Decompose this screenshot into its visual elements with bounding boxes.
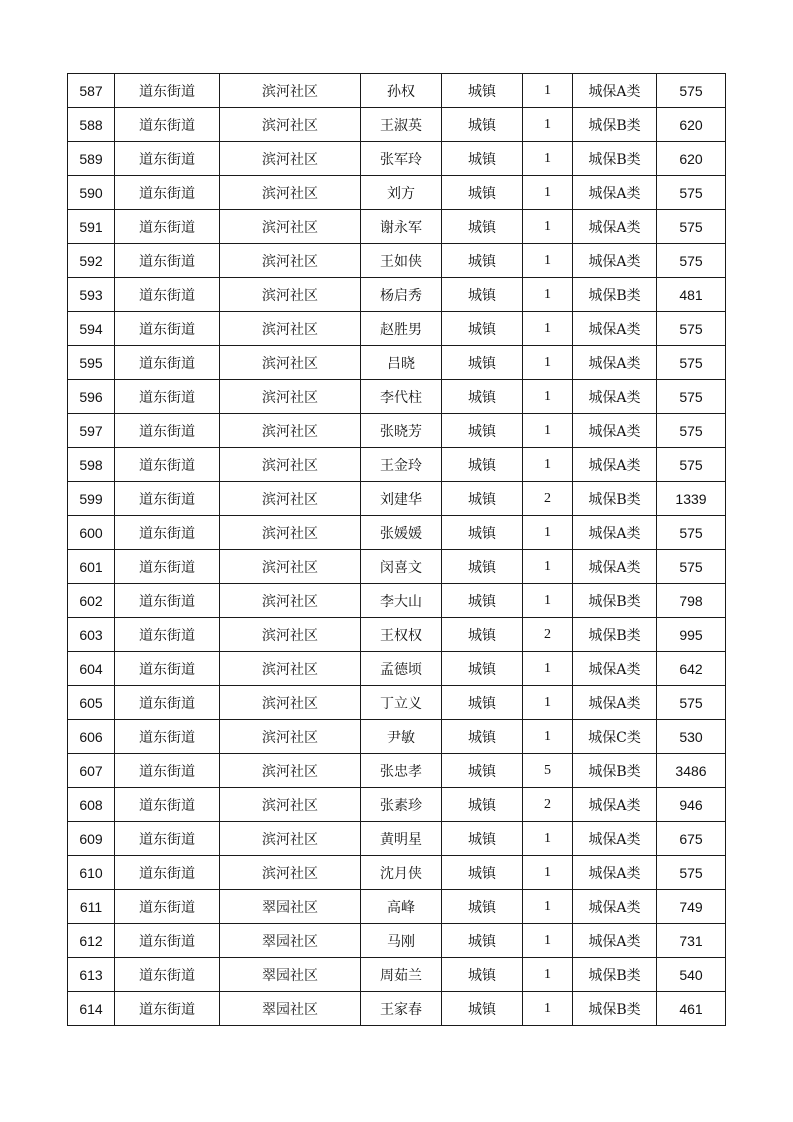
cell-area-type: 城镇 bbox=[442, 584, 523, 618]
cell-serial-number: 602 bbox=[68, 584, 115, 618]
cell-serial-number: 589 bbox=[68, 142, 115, 176]
cell-area-type: 城镇 bbox=[442, 924, 523, 958]
cell-amount: 575 bbox=[657, 414, 726, 448]
cell-street: 道东街道 bbox=[115, 856, 220, 890]
cell-street: 道东街道 bbox=[115, 448, 220, 482]
cell-amount: 749 bbox=[657, 890, 726, 924]
cell-serial-number: 601 bbox=[68, 550, 115, 584]
cell-serial-number: 605 bbox=[68, 686, 115, 720]
cell-area-type: 城镇 bbox=[442, 108, 523, 142]
cell-category: 城保A类 bbox=[573, 652, 657, 686]
cell-serial-number: 598 bbox=[68, 448, 115, 482]
cell-category: 城保B类 bbox=[573, 482, 657, 516]
cell-serial-number: 599 bbox=[68, 482, 115, 516]
allowance-table bbox=[67, 73, 726, 1026]
cell-street: 道东街道 bbox=[115, 74, 220, 108]
cell-area-type: 城镇 bbox=[442, 788, 523, 822]
cell-community: 滨河社区 bbox=[220, 176, 361, 210]
cell-household-count: 1 bbox=[523, 108, 573, 142]
cell-community: 滨河社区 bbox=[220, 652, 361, 686]
cell-community: 滨河社区 bbox=[220, 686, 361, 720]
cell-household-count: 2 bbox=[523, 618, 573, 652]
cell-category: 城保C类 bbox=[573, 720, 657, 754]
cell-community: 滨河社区 bbox=[220, 108, 361, 142]
cell-household-count: 1 bbox=[523, 414, 573, 448]
cell-category: 城保A类 bbox=[573, 822, 657, 856]
cell-amount: 575 bbox=[657, 312, 726, 346]
cell-category: 城保A类 bbox=[573, 788, 657, 822]
cell-amount: 575 bbox=[657, 516, 726, 550]
cell-serial-number: 611 bbox=[68, 890, 115, 924]
cell-community: 翠园社区 bbox=[220, 890, 361, 924]
cell-household-count: 1 bbox=[523, 176, 573, 210]
cell-person-name: 丁立义 bbox=[361, 686, 442, 720]
cell-person-name: 刘建华 bbox=[361, 482, 442, 516]
cell-street: 道东街道 bbox=[115, 550, 220, 584]
table-row bbox=[68, 550, 726, 584]
cell-area-type: 城镇 bbox=[442, 856, 523, 890]
cell-serial-number: 606 bbox=[68, 720, 115, 754]
cell-street: 道东街道 bbox=[115, 108, 220, 142]
table-body bbox=[68, 74, 726, 1026]
cell-area-type: 城镇 bbox=[442, 652, 523, 686]
table-row bbox=[68, 244, 726, 278]
cell-person-name: 王家春 bbox=[361, 992, 442, 1026]
cell-street: 道东街道 bbox=[115, 482, 220, 516]
cell-street: 道东街道 bbox=[115, 380, 220, 414]
cell-amount: 995 bbox=[657, 618, 726, 652]
cell-category: 城保A类 bbox=[573, 346, 657, 380]
cell-street: 道东街道 bbox=[115, 754, 220, 788]
cell-household-count: 1 bbox=[523, 346, 573, 380]
cell-household-count: 1 bbox=[523, 992, 573, 1026]
cell-community: 滨河社区 bbox=[220, 74, 361, 108]
cell-household-count: 1 bbox=[523, 890, 573, 924]
cell-household-count: 1 bbox=[523, 958, 573, 992]
cell-community: 滨河社区 bbox=[220, 550, 361, 584]
cell-household-count: 1 bbox=[523, 924, 573, 958]
cell-community: 滨河社区 bbox=[220, 720, 361, 754]
cell-community: 翠园社区 bbox=[220, 992, 361, 1026]
cell-serial-number: 600 bbox=[68, 516, 115, 550]
cell-area-type: 城镇 bbox=[442, 686, 523, 720]
cell-street: 道东街道 bbox=[115, 652, 220, 686]
cell-household-count: 1 bbox=[523, 686, 573, 720]
cell-household-count: 1 bbox=[523, 380, 573, 414]
cell-serial-number: 609 bbox=[68, 822, 115, 856]
table-row bbox=[68, 992, 726, 1026]
cell-household-count: 1 bbox=[523, 74, 573, 108]
cell-community: 滨河社区 bbox=[220, 516, 361, 550]
cell-community: 滨河社区 bbox=[220, 788, 361, 822]
cell-person-name: 李代柱 bbox=[361, 380, 442, 414]
cell-category: 城保A类 bbox=[573, 550, 657, 584]
cell-amount: 575 bbox=[657, 176, 726, 210]
cell-community: 滨河社区 bbox=[220, 346, 361, 380]
cell-category: 城保B类 bbox=[573, 584, 657, 618]
table-row bbox=[68, 924, 726, 958]
cell-person-name: 孟德顷 bbox=[361, 652, 442, 686]
cell-area-type: 城镇 bbox=[442, 618, 523, 652]
cell-street: 道东街道 bbox=[115, 584, 220, 618]
cell-amount: 620 bbox=[657, 108, 726, 142]
cell-street: 道东街道 bbox=[115, 176, 220, 210]
table-row bbox=[68, 176, 726, 210]
table-row bbox=[68, 822, 726, 856]
table-row bbox=[68, 210, 726, 244]
cell-amount: 642 bbox=[657, 652, 726, 686]
cell-serial-number: 591 bbox=[68, 210, 115, 244]
cell-category: 城保B类 bbox=[573, 754, 657, 788]
cell-amount: 575 bbox=[657, 74, 726, 108]
cell-category: 城保A类 bbox=[573, 686, 657, 720]
cell-amount: 530 bbox=[657, 720, 726, 754]
cell-area-type: 城镇 bbox=[442, 992, 523, 1026]
cell-community: 滨河社区 bbox=[220, 482, 361, 516]
cell-area-type: 城镇 bbox=[442, 720, 523, 754]
cell-person-name: 赵胜男 bbox=[361, 312, 442, 346]
cell-community: 滨河社区 bbox=[220, 618, 361, 652]
table-row bbox=[68, 652, 726, 686]
cell-community: 滨河社区 bbox=[220, 414, 361, 448]
cell-household-count: 5 bbox=[523, 754, 573, 788]
cell-community: 滨河社区 bbox=[220, 822, 361, 856]
cell-area-type: 城镇 bbox=[442, 176, 523, 210]
cell-community: 滨河社区 bbox=[220, 448, 361, 482]
table-row bbox=[68, 584, 726, 618]
cell-street: 道东街道 bbox=[115, 244, 220, 278]
cell-amount: 1339 bbox=[657, 482, 726, 516]
cell-street: 道东街道 bbox=[115, 924, 220, 958]
cell-street: 道东街道 bbox=[115, 992, 220, 1026]
cell-person-name: 王淑英 bbox=[361, 108, 442, 142]
table-row bbox=[68, 142, 726, 176]
cell-category: 城保A类 bbox=[573, 244, 657, 278]
cell-area-type: 城镇 bbox=[442, 346, 523, 380]
cell-category: 城保B类 bbox=[573, 142, 657, 176]
cell-amount: 575 bbox=[657, 550, 726, 584]
cell-category: 城保B类 bbox=[573, 958, 657, 992]
cell-person-name: 吕晓 bbox=[361, 346, 442, 380]
cell-person-name: 高峰 bbox=[361, 890, 442, 924]
cell-area-type: 城镇 bbox=[442, 448, 523, 482]
cell-category: 城保A类 bbox=[573, 516, 657, 550]
cell-category: 城保B类 bbox=[573, 992, 657, 1026]
cell-category: 城保B类 bbox=[573, 618, 657, 652]
cell-serial-number: 588 bbox=[68, 108, 115, 142]
cell-person-name: 马刚 bbox=[361, 924, 442, 958]
table-row bbox=[68, 618, 726, 652]
cell-household-count: 1 bbox=[523, 516, 573, 550]
cell-person-name: 周茹兰 bbox=[361, 958, 442, 992]
cell-category: 城保A类 bbox=[573, 74, 657, 108]
cell-area-type: 城镇 bbox=[442, 74, 523, 108]
cell-person-name: 张忠孝 bbox=[361, 754, 442, 788]
cell-serial-number: 610 bbox=[68, 856, 115, 890]
cell-serial-number: 592 bbox=[68, 244, 115, 278]
cell-street: 道东街道 bbox=[115, 788, 220, 822]
cell-street: 道东街道 bbox=[115, 618, 220, 652]
table-row bbox=[68, 278, 726, 312]
cell-serial-number: 590 bbox=[68, 176, 115, 210]
table-row bbox=[68, 312, 726, 346]
cell-household-count: 1 bbox=[523, 550, 573, 584]
table-row bbox=[68, 856, 726, 890]
cell-serial-number: 614 bbox=[68, 992, 115, 1026]
cell-area-type: 城镇 bbox=[442, 380, 523, 414]
table-row bbox=[68, 74, 726, 108]
table-row bbox=[68, 754, 726, 788]
cell-category: 城保A类 bbox=[573, 448, 657, 482]
cell-community: 滨河社区 bbox=[220, 380, 361, 414]
cell-person-name: 王权权 bbox=[361, 618, 442, 652]
cell-community: 滨河社区 bbox=[220, 856, 361, 890]
cell-category: 城保A类 bbox=[573, 176, 657, 210]
cell-person-name: 王金玲 bbox=[361, 448, 442, 482]
cell-street: 道东街道 bbox=[115, 210, 220, 244]
cell-amount: 575 bbox=[657, 856, 726, 890]
cell-community: 滨河社区 bbox=[220, 312, 361, 346]
cell-category: 城保A类 bbox=[573, 890, 657, 924]
cell-area-type: 城镇 bbox=[442, 516, 523, 550]
cell-street: 道东街道 bbox=[115, 890, 220, 924]
cell-street: 道东街道 bbox=[115, 686, 220, 720]
cell-person-name: 沈月侠 bbox=[361, 856, 442, 890]
cell-category: 城保A类 bbox=[573, 312, 657, 346]
cell-amount: 620 bbox=[657, 142, 726, 176]
cell-person-name: 尹敏 bbox=[361, 720, 442, 754]
cell-street: 道东街道 bbox=[115, 278, 220, 312]
cell-amount: 481 bbox=[657, 278, 726, 312]
table-row bbox=[68, 720, 726, 754]
cell-person-name: 黄明星 bbox=[361, 822, 442, 856]
cell-area-type: 城镇 bbox=[442, 754, 523, 788]
cell-area-type: 城镇 bbox=[442, 278, 523, 312]
cell-serial-number: 612 bbox=[68, 924, 115, 958]
cell-amount: 675 bbox=[657, 822, 726, 856]
cell-household-count: 1 bbox=[523, 652, 573, 686]
cell-person-name: 王如侠 bbox=[361, 244, 442, 278]
cell-serial-number: 604 bbox=[68, 652, 115, 686]
table-row bbox=[68, 414, 726, 448]
table-row bbox=[68, 380, 726, 414]
cell-household-count: 1 bbox=[523, 312, 573, 346]
table-row bbox=[68, 516, 726, 550]
cell-amount: 798 bbox=[657, 584, 726, 618]
cell-person-name: 张媛媛 bbox=[361, 516, 442, 550]
cell-person-name: 谢永军 bbox=[361, 210, 442, 244]
cell-community: 滨河社区 bbox=[220, 244, 361, 278]
cell-area-type: 城镇 bbox=[442, 142, 523, 176]
cell-area-type: 城镇 bbox=[442, 550, 523, 584]
cell-person-name: 张晓芳 bbox=[361, 414, 442, 448]
cell-amount: 3486 bbox=[657, 754, 726, 788]
cell-street: 道东街道 bbox=[115, 142, 220, 176]
table-row bbox=[68, 958, 726, 992]
cell-street: 道东街道 bbox=[115, 720, 220, 754]
cell-household-count: 2 bbox=[523, 482, 573, 516]
cell-category: 城保A类 bbox=[573, 380, 657, 414]
cell-household-count: 1 bbox=[523, 584, 573, 618]
cell-community: 翠园社区 bbox=[220, 958, 361, 992]
table-row bbox=[68, 788, 726, 822]
table-row bbox=[68, 890, 726, 924]
cell-serial-number: 596 bbox=[68, 380, 115, 414]
cell-serial-number: 595 bbox=[68, 346, 115, 380]
cell-street: 道东街道 bbox=[115, 822, 220, 856]
cell-street: 道东街道 bbox=[115, 312, 220, 346]
cell-street: 道东街道 bbox=[115, 516, 220, 550]
cell-household-count: 1 bbox=[523, 856, 573, 890]
cell-amount: 575 bbox=[657, 244, 726, 278]
cell-person-name: 闵喜文 bbox=[361, 550, 442, 584]
cell-category: 城保B类 bbox=[573, 108, 657, 142]
cell-community: 翠园社区 bbox=[220, 924, 361, 958]
cell-serial-number: 587 bbox=[68, 74, 115, 108]
cell-area-type: 城镇 bbox=[442, 210, 523, 244]
cell-serial-number: 593 bbox=[68, 278, 115, 312]
cell-community: 滨河社区 bbox=[220, 584, 361, 618]
cell-person-name: 刘方 bbox=[361, 176, 442, 210]
cell-household-count: 1 bbox=[523, 278, 573, 312]
cell-amount: 575 bbox=[657, 210, 726, 244]
cell-person-name: 杨启秀 bbox=[361, 278, 442, 312]
cell-serial-number: 594 bbox=[68, 312, 115, 346]
cell-amount: 946 bbox=[657, 788, 726, 822]
cell-area-type: 城镇 bbox=[442, 890, 523, 924]
cell-community: 滨河社区 bbox=[220, 754, 361, 788]
cell-community: 滨河社区 bbox=[220, 142, 361, 176]
cell-amount: 540 bbox=[657, 958, 726, 992]
cell-amount: 461 bbox=[657, 992, 726, 1026]
cell-area-type: 城镇 bbox=[442, 958, 523, 992]
cell-serial-number: 607 bbox=[68, 754, 115, 788]
cell-household-count: 1 bbox=[523, 244, 573, 278]
cell-household-count: 1 bbox=[523, 142, 573, 176]
cell-person-name: 张素珍 bbox=[361, 788, 442, 822]
cell-amount: 575 bbox=[657, 448, 726, 482]
cell-street: 道东街道 bbox=[115, 958, 220, 992]
cell-category: 城保B类 bbox=[573, 278, 657, 312]
cell-community: 滨河社区 bbox=[220, 278, 361, 312]
cell-area-type: 城镇 bbox=[442, 244, 523, 278]
cell-category: 城保A类 bbox=[573, 210, 657, 244]
cell-area-type: 城镇 bbox=[442, 482, 523, 516]
cell-area-type: 城镇 bbox=[442, 312, 523, 346]
cell-street: 道东街道 bbox=[115, 414, 220, 448]
cell-serial-number: 613 bbox=[68, 958, 115, 992]
cell-household-count: 1 bbox=[523, 210, 573, 244]
cell-street: 道东街道 bbox=[115, 346, 220, 380]
cell-area-type: 城镇 bbox=[442, 414, 523, 448]
cell-amount: 575 bbox=[657, 686, 726, 720]
table-row bbox=[68, 686, 726, 720]
cell-person-name: 张军玲 bbox=[361, 142, 442, 176]
cell-person-name: 李大山 bbox=[361, 584, 442, 618]
cell-amount: 575 bbox=[657, 380, 726, 414]
cell-category: 城保A类 bbox=[573, 856, 657, 890]
cell-serial-number: 603 bbox=[68, 618, 115, 652]
table-row bbox=[68, 346, 726, 380]
cell-serial-number: 597 bbox=[68, 414, 115, 448]
cell-household-count: 2 bbox=[523, 788, 573, 822]
cell-serial-number: 608 bbox=[68, 788, 115, 822]
cell-category: 城保A类 bbox=[573, 924, 657, 958]
table-row bbox=[68, 448, 726, 482]
table-row bbox=[68, 108, 726, 142]
cell-household-count: 1 bbox=[523, 720, 573, 754]
table-row bbox=[68, 482, 726, 516]
cell-category: 城保A类 bbox=[573, 414, 657, 448]
cell-household-count: 1 bbox=[523, 448, 573, 482]
cell-amount: 731 bbox=[657, 924, 726, 958]
cell-amount: 575 bbox=[657, 346, 726, 380]
cell-area-type: 城镇 bbox=[442, 822, 523, 856]
cell-household-count: 1 bbox=[523, 822, 573, 856]
cell-community: 滨河社区 bbox=[220, 210, 361, 244]
cell-person-name: 孙权 bbox=[361, 74, 442, 108]
